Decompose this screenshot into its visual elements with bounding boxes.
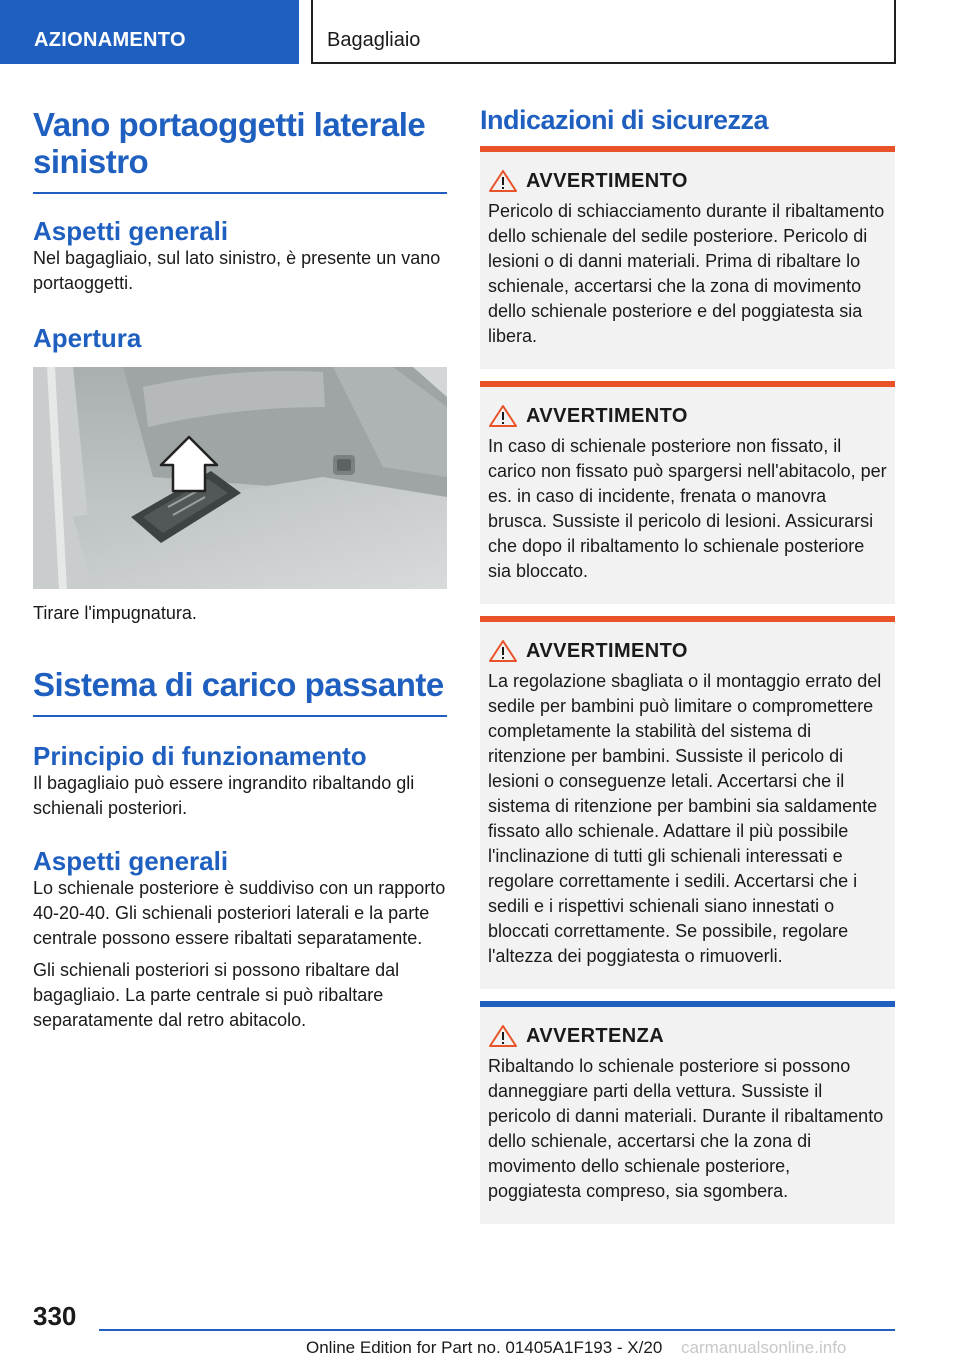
heading-opening: Apertura: [33, 323, 142, 353]
warning-triangle-icon: [488, 169, 518, 193]
page-number: 330: [33, 1301, 77, 1331]
header-title-box: [311, 0, 896, 64]
paragraph-overview: Nel bagagliaio, sul lato sinistro, è presente un vano portaoggetti.: [33, 248, 441, 293]
footer-rule: [99, 1329, 895, 1331]
heading-rule: [33, 192, 447, 194]
warning-triangle-icon: [488, 404, 518, 428]
section-tab: AZIONAMENTO: [0, 0, 299, 64]
caution-title: AVVERTENZA: [526, 1024, 665, 1047]
heading-overview: Aspetti generali: [33, 216, 229, 246]
heading-storage-compartment: Vano portaoggetti laterale sinistro: [33, 106, 426, 180]
warning-triangle-icon: [488, 639, 518, 663]
heading-rule: [33, 715, 447, 717]
warning-notice: [480, 146, 895, 369]
warning-text: La regolazione sbagliata o il montaggio errato del sedile per bambini può limitare o compromettere completamente la stabilità del sistema di ritenzione per bambini. Sussiste il pericolo di lesioni o conseguenze letali. Accertarsi che il sistema di ritenzione per bambini sia saldamente fissato allo schienale. Adattare il più possibile l'inclinazione di tutti gli schienali interessati e regolare correttamente i sedili. Accertarsi che i sedili e i rispettivi schienali siano innestati o bloccati correttamente. Se possibile, regolare l'altezza dei poggiatesta o rimuoverli.: [488, 671, 882, 966]
warning-notice: [480, 616, 895, 989]
heading-principle: Principio di funzionamento: [33, 741, 367, 771]
heading-through-load: Sistema di carico passante: [33, 666, 444, 703]
watermark: carmanualsonline.info: [681, 1338, 847, 1357]
paragraph-seat-split: Lo schienale posteriore è suddiviso con un rapporto 40-20-40. Gli schienali posteriori laterali e la parte centrale possono essere ribaltati separatamente.: [33, 878, 446, 948]
warning-bar: [480, 146, 895, 152]
header-title: Bagagliaio: [327, 29, 421, 51]
warning-title: AVVERTIMENTO: [526, 169, 688, 192]
trunk-compartment-photo: [33, 367, 447, 589]
warning-notice: [480, 381, 895, 604]
paragraph-folding: Gli schienali posteriori si possono ribaltare dal bagagliaio. La parte centrale si può ribaltare separatamente dal retro abitacolo.: [33, 960, 400, 1030]
warning-title: AVVERTIMENTO: [526, 404, 688, 427]
warning-text: Pericolo di schiacciamento durante il ribaltamento dello schienale del sedile posteriore. Pericolo di lesioni o di danni materiali. Prima di ribaltare lo schienale, accertarsi che la zona di movimento dello schienale posteriore e del poggiatesta sia libera.: [488, 201, 885, 346]
heading-safety: Indicazioni di sicurezza: [480, 105, 769, 135]
trunk-illustration: [33, 367, 447, 589]
warning-bar: [480, 381, 895, 387]
left-column: [33, 106, 447, 1033]
heading-overview: Aspetti generali: [33, 846, 229, 876]
caution-notice: [480, 1001, 895, 1224]
photo-caption: Tirare l'impugnatura.: [33, 603, 197, 623]
edition-text: Online Edition for Part no. 01405A1F193 - X/20: [306, 1338, 663, 1357]
warning-title: AVVERTIMENTO: [526, 639, 688, 662]
paragraph-principle: Il bagagliaio può essere ingrandito ribaltando gli schienali posteriori.: [33, 773, 415, 818]
warning-bar: [480, 616, 895, 622]
right-column: [480, 104, 895, 1224]
warning-text: In caso di schienale posteriore non fissato, il carico non fissato può spargersi nell'abitacolo, per es. in caso di incidente, frenata o manovra brusca. Sussiste il pericolo di lesioni. Assicurarsi che dopo il ribaltamento lo schienale posteriore sia bloccato.: [488, 436, 887, 581]
caution-bar: [480, 1001, 895, 1007]
caution-text: Ribaltando lo schienale posteriore si possono danneggiare parti della vettura. Sussiste il pericolo di danni materiali. Durante il ribaltamento dello schienale, accertarsi che la zona di movimento dello schienale posteriore, poggiatesta compreso, sia sgombera.: [488, 1056, 884, 1201]
warning-triangle-icon: [488, 1024, 518, 1048]
